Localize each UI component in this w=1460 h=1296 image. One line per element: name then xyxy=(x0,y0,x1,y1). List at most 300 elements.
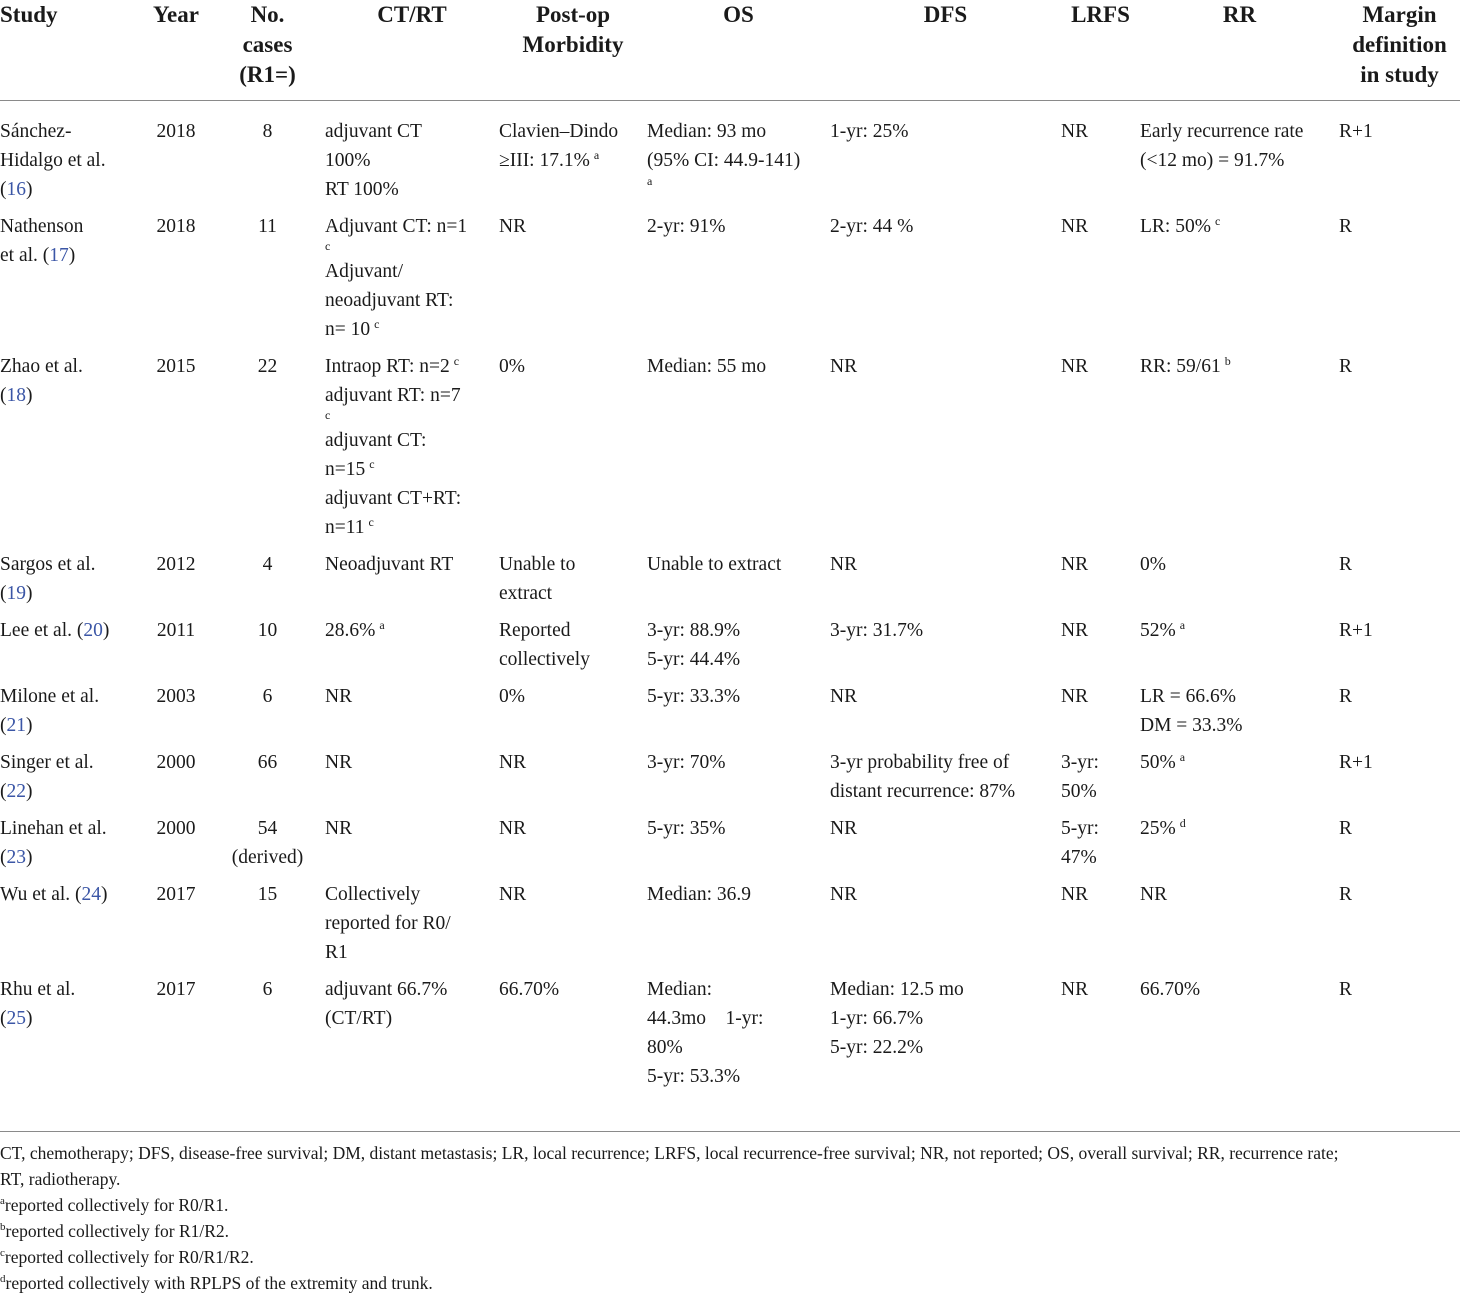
os-line: 5-yr: 33.3% xyxy=(647,686,741,707)
ctrt-line: (CT/RT) xyxy=(325,1008,393,1029)
header-morbidity-line: Post-op xyxy=(535,2,611,27)
cell-study xyxy=(0,550,142,616)
morbidity-line: NR xyxy=(499,884,527,905)
reference-link[interactable]: 16 xyxy=(6,179,26,200)
cell-rr xyxy=(1140,352,1339,550)
table-body xyxy=(0,101,1460,1100)
cell-ctrt xyxy=(325,814,499,880)
table-row xyxy=(0,880,1460,975)
year-value: 2012 xyxy=(156,554,196,575)
cases-value: (derived) xyxy=(231,847,304,868)
footnote xyxy=(0,1192,1460,1218)
year-value: 2015 xyxy=(156,356,196,377)
cell-year xyxy=(142,352,210,550)
morbidity-line: extract xyxy=(499,583,553,604)
rr-line: 50% xyxy=(1140,752,1176,773)
footnote-mark: c xyxy=(368,514,374,529)
cell-ctrt xyxy=(325,682,499,748)
ctrt-line: R1 xyxy=(325,942,348,963)
footnote-mark: c xyxy=(1214,213,1221,228)
cell-morbidity xyxy=(499,101,647,213)
footnote-mark: c xyxy=(374,316,380,331)
footnote-mark: a xyxy=(1179,617,1186,632)
cell-os xyxy=(647,880,830,975)
study-name: Hidalgo et al. xyxy=(0,150,106,171)
cell-year xyxy=(142,682,210,748)
footnote-mark: a xyxy=(593,147,600,162)
cell-morbidity xyxy=(499,682,647,748)
reference: (21) xyxy=(0,715,33,736)
morbidity-line: Reported xyxy=(499,620,571,641)
rr-line: (<12 mo) = 91.7% xyxy=(1140,150,1285,171)
cell-lrfs xyxy=(1061,616,1140,682)
rr-line: LR = 66.6% xyxy=(1140,686,1237,707)
cell-ctrt xyxy=(325,550,499,616)
cell-dfs xyxy=(830,616,1061,682)
margin-value: R xyxy=(1339,686,1353,707)
lrfs-line: NR xyxy=(1061,356,1089,377)
cell-year xyxy=(142,975,210,1099)
cell-study xyxy=(0,814,142,880)
cell-morbidity xyxy=(499,352,647,550)
cell-cases xyxy=(210,550,325,616)
cell-morbidity xyxy=(499,212,647,352)
os-line: 5-yr: 53.3% xyxy=(647,1066,741,1087)
morbidity-line: NR xyxy=(499,818,527,839)
rr-line: LR: 50% xyxy=(1140,216,1211,237)
dfs-line: 3-yr probability free of xyxy=(830,752,1010,773)
cell-year xyxy=(142,550,210,616)
cell-ctrt xyxy=(325,352,499,550)
cases-value: 6 xyxy=(262,686,273,707)
ctrt-line: neoadjuvant RT: xyxy=(325,290,454,311)
morbidity-line: 0% xyxy=(499,686,525,707)
cell-cases xyxy=(210,616,325,682)
cell-lrfs xyxy=(1061,352,1140,550)
ctrt-line: NR xyxy=(325,686,353,707)
os-line: Median: xyxy=(647,979,712,1000)
cell-ctrt xyxy=(325,880,499,975)
dfs-line: NR xyxy=(830,818,858,839)
cell-margin xyxy=(1339,682,1460,748)
header-margin-line: Margin xyxy=(1362,2,1437,27)
year-value: 2017 xyxy=(156,884,196,905)
reference: (25) xyxy=(0,1008,33,1029)
os-line: (95% CI: 44.9-141) xyxy=(647,150,801,171)
cell-cases xyxy=(210,748,325,814)
ctrt-line: 28.6% xyxy=(325,620,376,641)
dfs-line: Median: 12.5 mo xyxy=(830,979,964,1000)
cell-margin xyxy=(1339,880,1460,975)
lrfs-line: 47% xyxy=(1061,847,1097,868)
cell-study xyxy=(0,101,142,213)
cell-study xyxy=(0,352,142,550)
rr-line: 0% xyxy=(1140,554,1166,575)
lrfs-line: NR xyxy=(1061,884,1089,905)
table-row xyxy=(0,101,1460,213)
header-cases xyxy=(210,0,325,101)
cell-margin xyxy=(1339,212,1460,352)
lrfs-line: 50% xyxy=(1061,781,1097,802)
footnote-mark: c xyxy=(369,456,375,471)
dfs-line: distant recurrence: 87% xyxy=(830,781,1016,802)
margin-value: R xyxy=(1339,818,1353,839)
morbidity-line: 66.70% xyxy=(499,979,560,1000)
ctrt-line: 100% xyxy=(325,150,371,171)
reference: (22) xyxy=(0,781,33,802)
cell-cases xyxy=(210,975,325,1099)
os-line: 3-yr: 88.9% xyxy=(647,620,741,641)
morbidity-line: Unable to xyxy=(499,554,576,575)
cell-rr xyxy=(1140,212,1339,352)
lrfs-line: NR xyxy=(1061,620,1089,641)
cell-cases xyxy=(210,880,325,975)
margin-value: R xyxy=(1339,554,1353,575)
cell-os xyxy=(647,682,830,748)
dfs-line: 2-yr: 44 % xyxy=(830,216,914,237)
cell-rr xyxy=(1140,975,1339,1099)
study-name: Nathenson xyxy=(0,216,84,237)
cell-lrfs xyxy=(1061,101,1140,213)
footnote-mark: a xyxy=(647,174,653,188)
cell-lrfs xyxy=(1061,880,1140,975)
cell-morbidity xyxy=(499,975,647,1099)
cell-year xyxy=(142,880,210,975)
cell-dfs xyxy=(830,814,1061,880)
margin-value: R xyxy=(1339,216,1353,237)
cell-ctrt xyxy=(325,212,499,352)
footnote-mark: a xyxy=(1179,749,1186,764)
cell-rr xyxy=(1140,814,1339,880)
reference: (17) xyxy=(42,245,76,266)
header-row xyxy=(0,0,1460,101)
header-morbidity xyxy=(499,0,647,101)
morbidity-line: NR xyxy=(499,752,527,773)
os-line: 80% xyxy=(647,1037,683,1058)
cell-os xyxy=(647,975,830,1099)
footnote xyxy=(0,1218,1460,1244)
rr-line: DM = 33.3% xyxy=(1140,715,1243,736)
os-line: Median: 93 mo xyxy=(647,121,767,142)
cell-os xyxy=(647,101,830,213)
cell-study xyxy=(0,975,142,1099)
dfs-line: 1-yr: 25% xyxy=(830,121,909,142)
cell-dfs xyxy=(830,682,1061,748)
reference: (18) xyxy=(0,385,33,406)
cases-value: 4 xyxy=(262,554,273,575)
cell-dfs xyxy=(830,975,1061,1099)
footnote-text: reported collectively for R0/R1/R2. xyxy=(4,1247,254,1267)
cell-morbidity xyxy=(499,748,647,814)
table-row xyxy=(0,550,1460,616)
study-name: Milone et al. xyxy=(0,686,100,707)
cell-lrfs xyxy=(1061,212,1140,352)
margin-value: R+1 xyxy=(1339,121,1373,142)
cell-study xyxy=(0,682,142,748)
reference-link[interactable]: 22 xyxy=(6,781,26,802)
dfs-line: 5-yr: 22.2% xyxy=(830,1037,924,1058)
os-line: Unable to extract xyxy=(647,554,782,575)
table-row xyxy=(0,682,1460,748)
cell-year xyxy=(142,748,210,814)
cell-rr xyxy=(1140,616,1339,682)
header-os: OS xyxy=(647,0,830,101)
reference-link[interactable]: 21 xyxy=(6,715,26,736)
lrfs-line: NR xyxy=(1061,686,1089,707)
header-margin-line: definition xyxy=(1352,32,1447,57)
cell-year xyxy=(142,814,210,880)
cases-value: 10 xyxy=(257,620,278,641)
cell-year xyxy=(142,101,210,213)
reference: (23) xyxy=(0,847,33,868)
cases-value: 8 xyxy=(262,121,273,142)
lrfs-line: NR xyxy=(1061,121,1089,142)
footnote xyxy=(0,1270,1460,1296)
ctrt-line: adjuvant CT xyxy=(325,121,422,142)
cell-lrfs xyxy=(1061,550,1140,616)
cell-dfs xyxy=(830,352,1061,550)
cell-study xyxy=(0,880,142,975)
cell-year xyxy=(142,616,210,682)
cases-value: 22 xyxy=(257,356,278,377)
footnote xyxy=(0,1244,1460,1270)
cell-margin xyxy=(1339,616,1460,682)
cell-cases xyxy=(210,212,325,352)
cell-margin xyxy=(1339,101,1460,213)
dfs-line: NR xyxy=(830,686,858,707)
ctrt-line: NR xyxy=(325,818,353,839)
margin-value: R xyxy=(1339,979,1353,1000)
rr-line: RR: 59/61 xyxy=(1140,356,1221,377)
cases-value: 66 xyxy=(257,752,278,773)
footnote-mark: d xyxy=(0,1273,6,1286)
ctrt-line: Neoadjuvant RT xyxy=(325,554,454,575)
header-study: Study xyxy=(0,0,142,101)
cell-rr xyxy=(1140,748,1339,814)
table-row xyxy=(0,616,1460,682)
ctrt-line: adjuvant RT: n=7 xyxy=(325,385,461,406)
lrfs-line: NR xyxy=(1061,979,1089,1000)
cell-lrfs xyxy=(1061,682,1140,748)
reference: (19) xyxy=(0,583,33,604)
year-value: 2003 xyxy=(156,686,196,707)
study-name: Sánchez- xyxy=(0,121,72,142)
abbreviations-cont: RT, radiotherapy. xyxy=(0,1169,121,1189)
reference: (20) xyxy=(76,620,110,641)
header-dfs: DFS xyxy=(830,0,1061,101)
cell-os xyxy=(647,814,830,880)
study-name: Sargos et al. xyxy=(0,554,96,575)
table-row xyxy=(0,975,1460,1099)
lrfs-line: 5-yr: xyxy=(1061,818,1099,839)
cases-value: 15 xyxy=(257,884,278,905)
ctrt-line: adjuvant 66.7% xyxy=(325,979,448,1000)
ctrt-line: adjuvant CT+RT: xyxy=(325,488,462,509)
cell-cases xyxy=(210,682,325,748)
os-line: 44.3mo 1-yr: xyxy=(647,1008,764,1029)
cell-rr xyxy=(1140,880,1339,975)
cell-ctrt xyxy=(325,748,499,814)
cases-value: 6 xyxy=(262,979,273,1000)
study-name: et al. xyxy=(0,245,38,266)
reference-link[interactable]: 24 xyxy=(81,884,102,905)
header-margin-line: in study xyxy=(1360,62,1439,87)
reference-link[interactable]: 18 xyxy=(6,385,26,406)
margin-value: R+1 xyxy=(1339,752,1373,773)
cell-cases xyxy=(210,814,325,880)
cell-margin xyxy=(1339,814,1460,880)
ctrt-line: reported for R0/ xyxy=(325,913,451,934)
reference-link[interactable]: 17 xyxy=(49,245,69,266)
lrfs-line: NR xyxy=(1061,216,1089,237)
cell-rr xyxy=(1140,550,1339,616)
cell-margin xyxy=(1339,550,1460,616)
header-cases-line: cases xyxy=(242,32,293,57)
footnote-mark: a xyxy=(379,617,385,632)
lrfs-line: NR xyxy=(1061,554,1089,575)
header-margin xyxy=(1339,0,1460,101)
study-name: Wu et al. xyxy=(0,884,71,905)
cases-value: 11 xyxy=(258,216,277,237)
cell-dfs xyxy=(830,101,1061,213)
table-footnotes xyxy=(0,1131,1460,1296)
study-name: Singer et al. xyxy=(0,752,94,773)
morbidity-line: collectively xyxy=(499,649,590,670)
rr-line: 25% xyxy=(1140,818,1176,839)
margin-value: R+1 xyxy=(1339,620,1373,641)
year-value: 2011 xyxy=(156,620,196,641)
year-value: 2018 xyxy=(156,121,196,142)
rr-line: 66.70% xyxy=(1140,979,1201,1000)
table-row xyxy=(0,212,1460,352)
ctrt-line: Adjuvant CT: n=1 xyxy=(325,216,468,237)
table-row xyxy=(0,748,1460,814)
footnote-text: reported collectively for R1/R2. xyxy=(5,1221,230,1241)
footnote-mark: c xyxy=(325,408,331,422)
morbidity-line: 0% xyxy=(499,356,525,377)
ctrt-line: RT 100% xyxy=(325,179,399,200)
reference: (24) xyxy=(75,884,108,905)
year-value: 2018 xyxy=(156,216,196,237)
cell-os xyxy=(647,352,830,550)
ctrt-line: Collectively xyxy=(325,884,421,905)
cell-lrfs xyxy=(1061,814,1140,880)
ctrt-line: NR xyxy=(325,752,353,773)
reference-link[interactable]: 20 xyxy=(83,620,103,641)
cell-dfs xyxy=(830,880,1061,975)
cell-os xyxy=(647,616,830,682)
morbidity-line: ≥III: 17.1% xyxy=(499,150,590,171)
dfs-line: NR xyxy=(830,356,858,377)
cell-os xyxy=(647,748,830,814)
cell-dfs xyxy=(830,550,1061,616)
study-name: Zhao et al. xyxy=(0,356,83,377)
cell-os xyxy=(647,550,830,616)
footnote-text: reported collectively with RPLPS of the extremity and trunk. xyxy=(5,1273,433,1293)
os-line: 3-yr: 70% xyxy=(647,752,726,773)
study-name: Rhu et al. xyxy=(0,979,76,1000)
cell-dfs xyxy=(830,748,1061,814)
ctrt-line: n= 10 xyxy=(325,319,371,340)
reference-link[interactable]: 25 xyxy=(6,1008,26,1029)
cell-margin xyxy=(1339,352,1460,550)
study-name: Lee et al. xyxy=(0,620,72,641)
dfs-line: 3-yr: 31.7% xyxy=(830,620,924,641)
reference: (16) xyxy=(0,179,33,200)
footnote-mark: b xyxy=(1224,353,1231,368)
rr-line: 52% xyxy=(1140,620,1176,641)
rr-line: Early recurrence rate xyxy=(1140,121,1304,142)
table-row xyxy=(0,814,1460,880)
cell-lrfs xyxy=(1061,975,1140,1099)
lrfs-line: 3-yr: xyxy=(1061,752,1099,773)
morbidity-line: Clavien–Dindo xyxy=(499,121,619,142)
cell-ctrt xyxy=(325,101,499,213)
os-line: 5-yr: 44.4% xyxy=(647,649,741,670)
header-cases-line: No. xyxy=(250,2,285,27)
cell-study xyxy=(0,212,142,352)
dfs-line: NR xyxy=(830,884,858,905)
ctrt-line: Adjuvant/ xyxy=(325,261,403,282)
year-value: 2000 xyxy=(156,818,196,839)
cell-morbidity xyxy=(499,550,647,616)
header-cases-line: (R1=) xyxy=(239,62,296,87)
reference-link[interactable]: 19 xyxy=(6,583,26,604)
cell-margin xyxy=(1339,748,1460,814)
year-value: 2000 xyxy=(156,752,196,773)
cell-study xyxy=(0,616,142,682)
os-line: Median: 55 mo xyxy=(647,356,767,377)
cell-study xyxy=(0,748,142,814)
abbreviations: CT, chemotherapy; DFS, disease-free survival; DM, distant metastasis; LR, local recurrence; LRFS, local recurrence-free survival; NR, not reported; OS, overall survival; RR, recurrence rate; xyxy=(0,1143,1339,1163)
footnote-mark: c xyxy=(325,239,331,253)
cell-ctrt xyxy=(325,616,499,682)
cell-year xyxy=(142,212,210,352)
footnote-mark: b xyxy=(0,1221,6,1234)
cell-rr xyxy=(1140,682,1339,748)
footnote-text: reported collectively for R0/R1. xyxy=(4,1195,229,1215)
cell-margin xyxy=(1339,975,1460,1099)
reference-link[interactable]: 23 xyxy=(6,847,26,868)
header-ctrt: CT/RT xyxy=(325,0,499,101)
cell-dfs xyxy=(830,212,1061,352)
table-row xyxy=(0,352,1460,550)
ctrt-line: adjuvant CT: xyxy=(325,430,427,451)
cell-morbidity xyxy=(499,880,647,975)
footnote-mark: d xyxy=(1179,815,1186,830)
margin-value: R xyxy=(1339,356,1353,377)
study-name: Linehan et al. xyxy=(0,818,107,839)
cell-lrfs xyxy=(1061,748,1140,814)
ctrt-line: n=11 xyxy=(325,517,365,538)
cell-morbidity xyxy=(499,814,647,880)
cell-cases xyxy=(210,352,325,550)
ctrt-line: Intraop RT: n=2 xyxy=(325,356,450,377)
cell-os xyxy=(647,212,830,352)
footnote-mark: c xyxy=(453,353,460,368)
cell-morbidity xyxy=(499,616,647,682)
os-line: 2-yr: 91% xyxy=(647,216,726,237)
morbidity-line: NR xyxy=(499,216,527,237)
cell-ctrt xyxy=(325,975,499,1099)
cell-rr xyxy=(1140,101,1339,213)
cases-value: 54 xyxy=(257,818,278,839)
rr-line: NR xyxy=(1140,884,1168,905)
year-value: 2017 xyxy=(156,979,196,1000)
header-year: Year xyxy=(142,0,210,101)
header-rr: RR xyxy=(1140,0,1339,101)
footnote-mark: a xyxy=(0,1195,5,1208)
